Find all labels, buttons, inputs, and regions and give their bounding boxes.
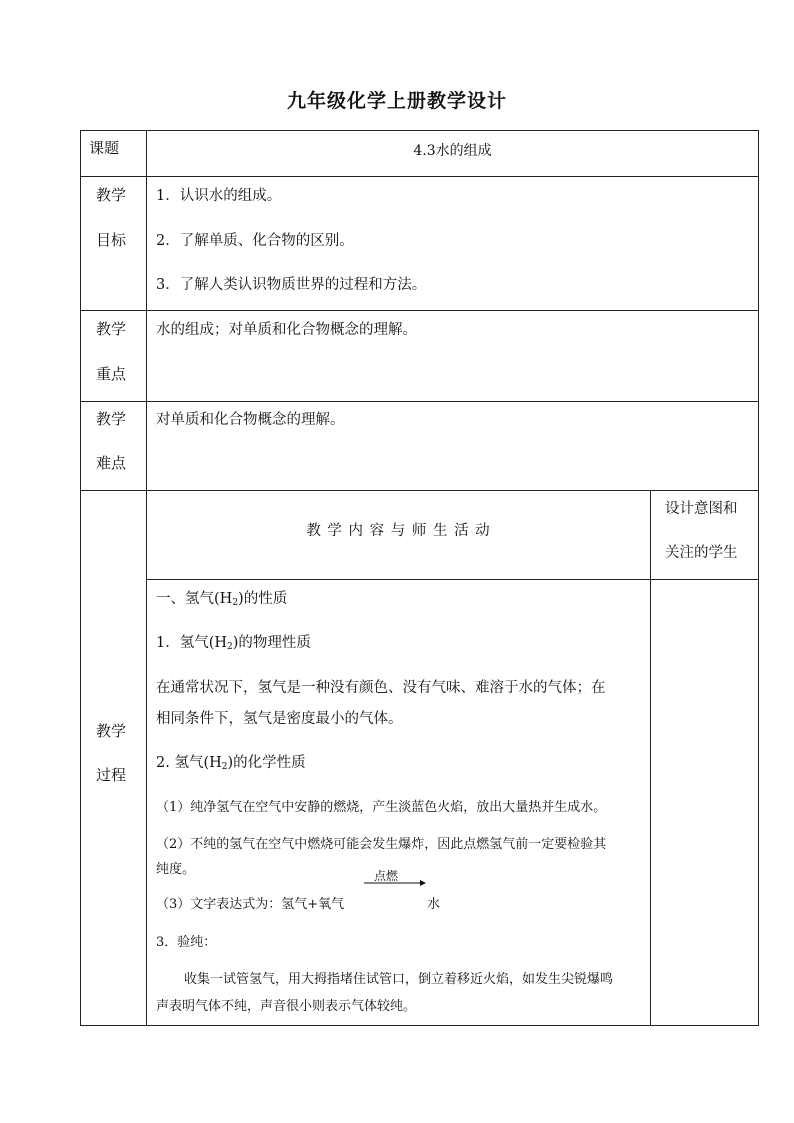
section-1-2-heading: 2. 氢气$(H_2)$的化学性质 <box>156 755 306 772</box>
reaction-arrow-icon <box>364 878 426 888</box>
design-header-line2: 关注的学生 <box>665 545 738 561</box>
design-body-cell <box>650 579 759 1026</box>
process-label-cell <box>80 490 147 1026</box>
key-label-line1: 教学 <box>96 320 127 338</box>
goal-item-3: 3．了解人类认识物质世界的过程和方法。 <box>156 277 427 293</box>
topic-value: 4.3水的组成 <box>413 143 492 159</box>
content-header: 教 学 内 容 与 师 生 活 动 <box>306 523 491 539</box>
section-1-1-heading: 1．氢气$(H_2)$的物理性质 <box>156 635 311 652</box>
process-label-line1: 教学 <box>96 722 127 740</box>
word-equation-product: 水 <box>427 897 441 912</box>
process-label-line2: 过程 <box>96 766 127 784</box>
reaction-condition: 点燃 <box>374 869 399 883</box>
key-label-line2: 重点 <box>96 365 127 383</box>
chemical-property-2-line2: 纯度。 <box>156 862 196 877</box>
section-3-heading: 3．验纯： <box>156 935 217 950</box>
diff-value: 对单质和化合物概念的理解。 <box>156 412 345 428</box>
document-title: 九年级化学上册教学设计 <box>286 90 507 112</box>
word-equation-lhs: （3）文字表达式为：氢气+氧气 <box>156 897 345 912</box>
goal-item-2: 2．了解单质、化合物的区别。 <box>156 233 354 249</box>
goal-label-line2: 目标 <box>96 231 127 249</box>
design-header-line1: 设计意图和 <box>665 501 738 517</box>
physical-property-line1: 在通常状况下，氢气是一种没有颜色、没有气味、难溶于水的气体；在 <box>156 680 606 696</box>
topic-label: 课题 <box>89 139 120 157</box>
chemical-property-2-line1: （2）不纯的氢气在空气中燃烧可能会发生爆炸，因此点燃氢气前一定要检验其 <box>156 837 607 852</box>
diff-label-line2: 难点 <box>96 454 127 472</box>
physical-property-line2: 相同条件下，氢气是密度最小的气体。 <box>156 711 403 727</box>
key-value: 水的组成；对单质和化合物概念的理解。 <box>156 322 417 338</box>
chemical-property-1: （1）纯净氢气在空气中安静的燃烧，产生淡蓝色火焰，放出大量热并生成水。 <box>156 800 607 815</box>
goal-label-line1: 教学 <box>96 186 127 204</box>
purity-check-line2: 声表明气体不纯，声音很小则表示气体较纯。 <box>156 999 417 1014</box>
diff-label-line1: 教学 <box>96 410 127 428</box>
section-1-heading: 一、氢气$(H_2)$的性质 <box>156 591 288 608</box>
goal-item-1: 1．认识水的组成。 <box>156 188 282 204</box>
purity-check-line1: 收集一试管氢气，用大拇指堵住试管口，倒立着移近火焰，如发生尖锐爆鸣 <box>184 972 614 987</box>
